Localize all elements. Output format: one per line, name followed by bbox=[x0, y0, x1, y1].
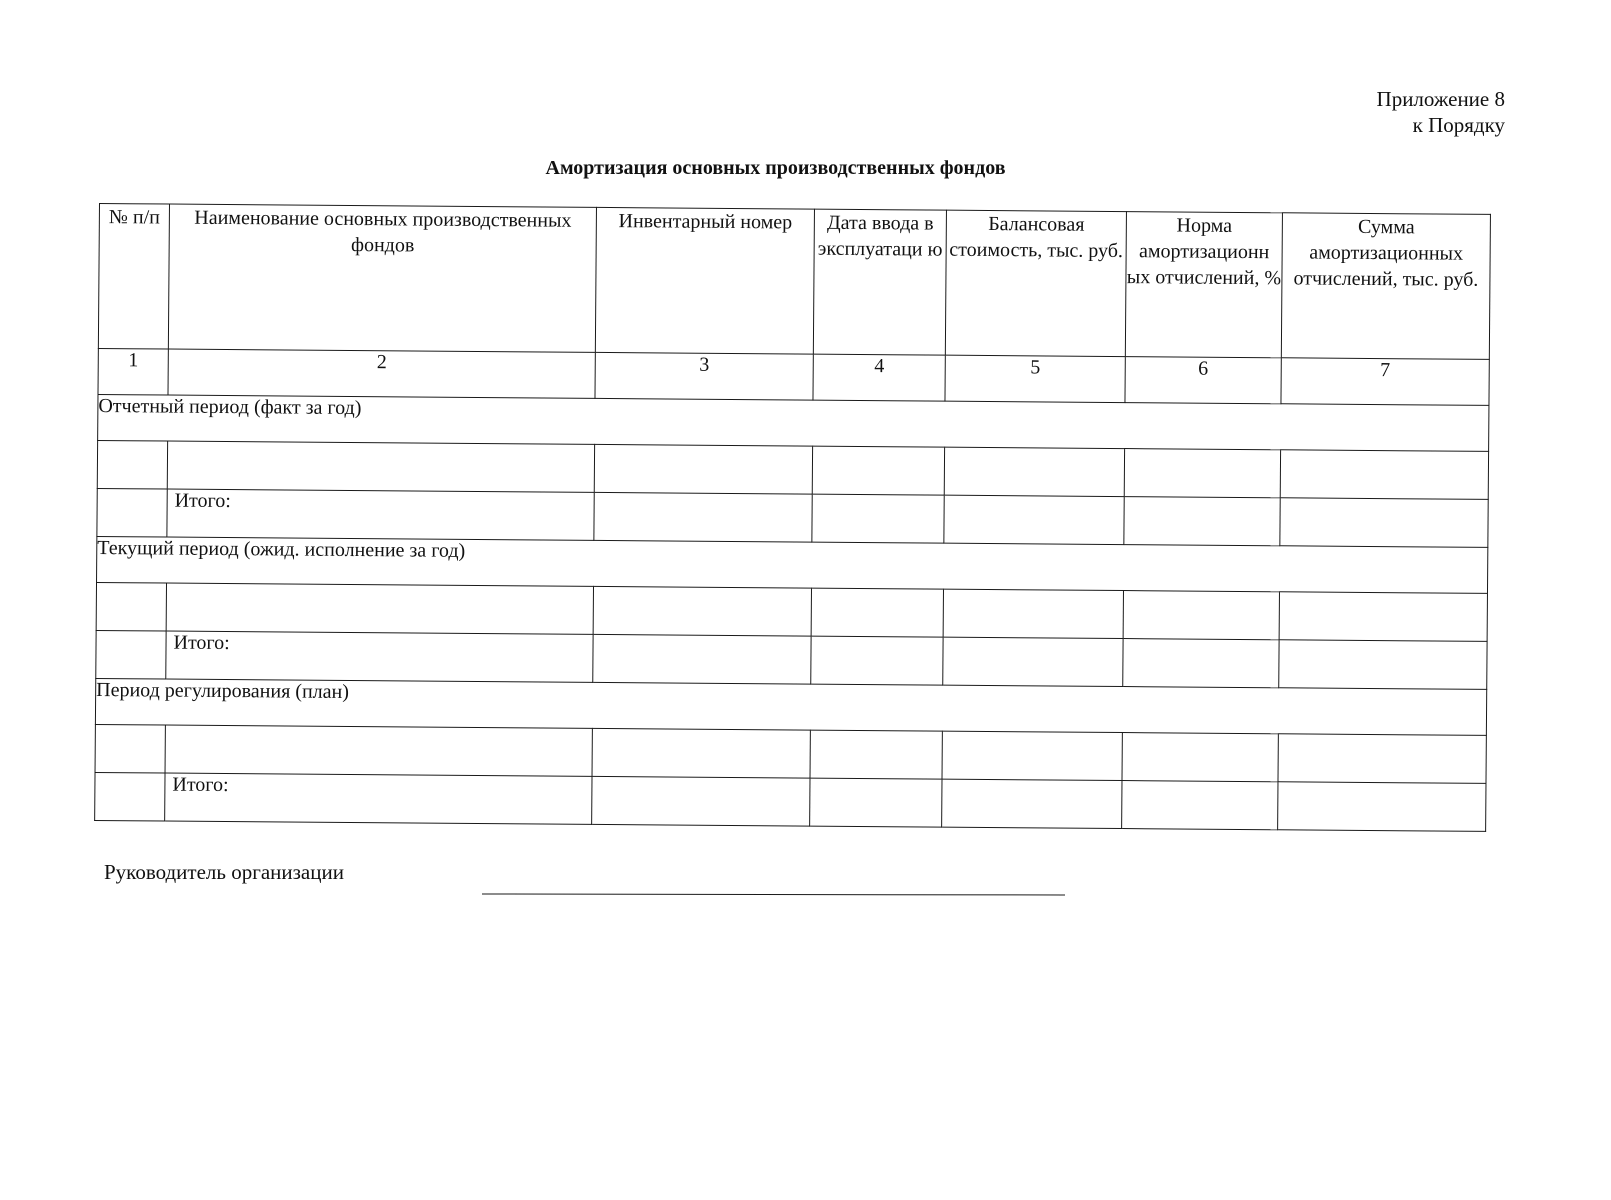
appendix-number: Приложение 8 bbox=[1376, 87, 1505, 111]
table-cell[interactable] bbox=[95, 772, 165, 821]
table-cell[interactable] bbox=[97, 440, 167, 489]
table-cell[interactable] bbox=[1124, 449, 1280, 498]
table-cell[interactable] bbox=[96, 582, 166, 631]
section-label: Текущий период (ожид. исполнение за год) bbox=[97, 536, 1488, 593]
table-cell[interactable] bbox=[811, 588, 943, 637]
table-cell[interactable] bbox=[593, 586, 811, 636]
table-cell[interactable] bbox=[1279, 592, 1487, 642]
table-header-row bbox=[98, 204, 1490, 360]
table-cell[interactable] bbox=[811, 636, 943, 685]
document-title bbox=[0, 157, 1611, 180]
header-inventory-number: Инвентарный номер bbox=[595, 207, 814, 354]
table-cell[interactable] bbox=[594, 492, 812, 542]
table-cell[interactable] bbox=[97, 488, 167, 537]
section-label: Отчетный период (факт за год) bbox=[98, 394, 1489, 451]
table-cell[interactable] bbox=[1122, 781, 1278, 830]
table-cell[interactable] bbox=[165, 725, 592, 776]
column-number: 6 bbox=[1125, 357, 1281, 404]
table-cell[interactable] bbox=[96, 630, 166, 679]
table-cell[interactable] bbox=[812, 446, 944, 495]
table-cell[interactable] bbox=[1122, 733, 1278, 782]
table-cell[interactable] bbox=[1278, 734, 1486, 784]
table-cell[interactable] bbox=[594, 444, 812, 494]
header-book-value: Балансовая стоимость, тыс. руб. bbox=[945, 210, 1126, 356]
header-depreciation-amount: Сумма амортизационных отчислений, тыс. руб. bbox=[1281, 213, 1490, 360]
table-cell[interactable] bbox=[1278, 782, 1486, 832]
table-cell[interactable] bbox=[95, 724, 165, 773]
table-cell[interactable] bbox=[166, 583, 593, 634]
table-cell[interactable] bbox=[593, 634, 811, 684]
total-label: Итого: bbox=[167, 489, 594, 540]
table-cell[interactable] bbox=[812, 494, 944, 543]
section-label: Период регулирования (план) bbox=[95, 678, 1486, 735]
signature-label: Руководитель организации bbox=[104, 860, 344, 884]
header-row-number: № п/п bbox=[98, 204, 169, 350]
table-cell[interactable] bbox=[942, 731, 1122, 780]
appendix-order-ref: к Порядку bbox=[1412, 113, 1505, 137]
table-cell[interactable] bbox=[943, 637, 1123, 686]
column-number: 2 bbox=[168, 349, 595, 398]
document-title-text: Амортизация основных производственных фондов bbox=[545, 157, 1006, 179]
table-cell[interactable] bbox=[1123, 591, 1279, 640]
table-cell[interactable] bbox=[592, 728, 810, 778]
signature-line[interactable] bbox=[482, 893, 1065, 895]
table-cell[interactable] bbox=[942, 779, 1122, 828]
table-cell[interactable] bbox=[1280, 498, 1488, 548]
header-asset-name: Наименование основных производственных фондов bbox=[168, 204, 596, 352]
table-cell[interactable] bbox=[944, 495, 1124, 544]
column-number: 1 bbox=[98, 348, 168, 395]
total-label: Итого: bbox=[166, 631, 593, 682]
total-row bbox=[95, 772, 1486, 831]
table-cell[interactable] bbox=[1280, 450, 1488, 500]
table-cell[interactable] bbox=[167, 441, 594, 492]
table-cell[interactable] bbox=[1124, 497, 1280, 546]
header-commissioning-date: Дата ввода в эксплуатаци ю bbox=[813, 209, 946, 355]
column-number: 5 bbox=[945, 355, 1125, 402]
column-number: 3 bbox=[595, 352, 813, 400]
table-cell[interactable] bbox=[1123, 639, 1279, 688]
column-number: 7 bbox=[1281, 358, 1489, 406]
table-cell[interactable] bbox=[592, 776, 810, 826]
header-depreciation-rate: Норма амортизационн ых отчислений, % bbox=[1125, 212, 1282, 358]
appendix-reference bbox=[1377, 86, 1505, 138]
table-cell[interactable] bbox=[943, 589, 1123, 638]
column-number: 4 bbox=[813, 354, 945, 401]
depreciation-table bbox=[94, 203, 1491, 832]
table-cell[interactable] bbox=[810, 730, 942, 779]
table-cell[interactable] bbox=[1279, 640, 1487, 690]
total-label: Итого: bbox=[165, 773, 592, 824]
table-cell[interactable] bbox=[944, 447, 1124, 496]
table-cell[interactable] bbox=[810, 778, 942, 827]
